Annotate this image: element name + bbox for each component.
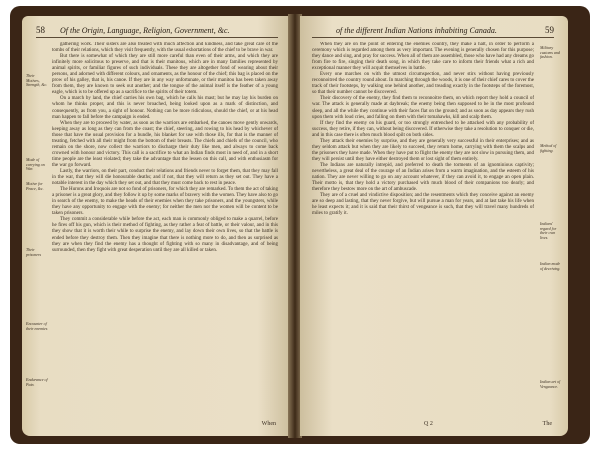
paragraph: On a march by land, the chief carries his own bag, which he calls his mast; but he may lay his burden on whom he thinks proper, and this is never broached, being looked upon as a mark of distinction, and consequently, as from you, a sight of honour. Nothing can be more ridiculous, should the chief, or at his head man happen to fall before the campaign is ended. <box>52 96 278 120</box>
side-note: Mode of carrying on War. <box>26 157 45 172</box>
catchword: The <box>542 421 552 427</box>
running-head: of the different Indian Nations inhabiting Canada. <box>336 26 497 35</box>
right-page <box>300 16 568 436</box>
body-text <box>52 42 278 418</box>
side-note: Endurance of Pain. <box>26 377 48 387</box>
paragraph: Their discovery of the enemy, they find them to reconnoitre them, on which report they hold a council of war. The attack is generally made at daybreak; the enemy being then supposed to be in the most profound sleep, and all the while they continue with their faces flat on the ground; and as soon as day appears they rush upon them with loud cries, and falling on them with their tomahawks, kill and scalp them. <box>312 96 534 120</box>
paragraph: When they are on the point of entering the enemies country, they make a halt, in order to perform a ceremony which is regarded among them as very important. The evening is generally chosen for this purpose; they dance and sing, and pray for success. When all of them are assembled, those who have had any dreams go from fire to fire, singing their death song, in which they take care to inform their friends what a rich and exceptional manner they will acquit themselves in battle. <box>312 42 534 72</box>
header-rule <box>312 37 554 38</box>
signature-mark: Q 2 <box>424 421 433 427</box>
side-note: Their prisoners <box>26 247 42 257</box>
catchword: When <box>261 421 276 427</box>
side-note: Indian art of Vengeance. <box>540 379 561 389</box>
page-number: 58 <box>36 25 45 35</box>
paragraph: The Hurons and Iroquois are not so fond of prisoners, for which they are remarked. To them the act of taking a prisoner is a great glory, and they follow it up by some marks of bravery with the women. They have also to go in search of the enemy, to make the heads of their enemies when they take prisoners, and the youngsters, while they have any opportunity to engage with the enemy; for neither the men nor the women will be content to be taken prisoners. <box>52 187 278 217</box>
side-note: Motive for Peace, &c. <box>26 181 44 191</box>
side-note: Indian mode of deceiving. <box>540 261 561 271</box>
paragraph: When they are to proceed by water, as soon as the warriors are embarked, the canoes move gently onwards, keeping away as long as they can from the coast; the chief, steering, and rowing to his head by whichever of those that have the usual provision for a bundle, his blanket for use with those ills, for that is the manner of treating, fetched with all their might from the bottom of their breasts. The chiefs and chiefs of the council, who remain on the shore, now collect the warriors to discharge their duty like men, and always to come back crowned with honour and victory. This call is a sacrifice to what an Indian finds most in need of, and in a short time people are the least violated; they take the advantage that the lessen on this call, and with enthusiasm for the war go forward. <box>52 120 278 168</box>
side-note: Encounter of their enemies <box>26 321 48 331</box>
paragraph: They are of a cruel and vindictive disposition; and the resentments which they conceive against an enemy are so deep and lasting, that they never forgive, but will pursue a man for years, and at last take his life when he least expects it; and it is said that their thirst of vengeance is such, that they will travel many hundreds of miles to gratify it. <box>312 193 534 217</box>
body-text <box>312 42 534 418</box>
paragraph: They commit a considerable while before the act, each man is commonly obliged to make a quarrel, before he fires off his gun, which is their method of fighting, as they rather a feat of battle, or their valour, and in this they show that it is worth their while to surprise the enemy, and lay down their own lives, so that the battle is ended before they destroy them. Then they imagine that there is nothing more to do, and then as surprised as they are when they find the enemy has a thought of fighting with so many in disadvantage, and of being surrounded, then they fight with great desperation until they are all killed or taken. <box>52 217 278 253</box>
paragraph: Every one marches on with the utmost circumspection, and never stirs without having previously reconnoitred the country round about. In marching through the woods, it is one of their chief cares to cover the track of their footsteps, by walking one behind another, and treading exactly in the footsteps of the foremost, so that their number cannot be discovered. <box>312 72 534 96</box>
side-note: Method of fighting. <box>540 143 557 153</box>
paragraph: gathering work. Their sisters are also treated with much affection and kindness, and take great care of the tombs of their relations, which they visit frequently, with the usual exhortations of the chief to be brave in war. <box>52 42 278 54</box>
side-note: Their Motives, Strength, &c. <box>26 73 48 88</box>
header-rule <box>36 37 278 38</box>
side-note: Military customs and fashion. <box>540 45 560 60</box>
paragraph: If they find the enemy on his guard, or too strongly entrenched to be attacked with any probability of success, they retire, if they can, without being discovered. If otherwise they take a resolution to conquer or die, and in this case there is often much blood spilt on both sides. <box>312 120 534 138</box>
running-head: Of the Origin, Language, Religion, Government, &c. <box>60 26 230 35</box>
paragraph: But there is somewhat of which they are still more careful than even of their arms, and which they are infinitely more solicitous to preserve, and that is their manitous, which are in many families represented by animal spirits, or familiar figures of such individuals. These they are altogether fond of wearing about their persons, and adorned with different colours, and ornaments, as the honour of the chief; this bag is placed on the prow of his galley, that is, his canoe. If they are in any way unfortunate, or their manitou has been taken away from them, they are known to seek out another; and the tongue of the animal itself is the feather of a young eagle, which is to be offered up as a sacrifice to the spirits of their totem. <box>52 54 278 96</box>
left-page <box>22 16 290 436</box>
page-number: 59 <box>545 25 554 35</box>
paragraph: Lastly, the warriors, on their part, conduct their relations and friends never to forget them, that they may fall in the war, that they will die honourable deaths; and if not, that they will return as they set out. They have a notable interest in the day which they set out, and that they must come back to rest in peace. <box>52 168 278 187</box>
paragraph: They attack their enemies by surprise, and they are generally very successful in their enterprises; and as they seldom attack but when they are likely to succeed, they return home, carrying with them the scalps and the prisoners they have made. When they have put to flight the enemy they are not slow in pursuing them, and they will persist until they have either destroyed them or lost sight of them entirely. <box>312 138 534 162</box>
paragraph: The Indians are naturally intrepid, and preferred to death the torments of an ignominious captivity; nevertheless, a great deal of the courage of an Indian arises from a warm imagination, and the esteem of his nation. They are never willing to go on any account whatever, if they can avoid it, to engage an open plain. Their motto is, that they hold a victory purchased with much blood of their companions too dearly; and therefore they bestow more on the art of ambuscade. <box>312 162 534 193</box>
side-note: Indians' regard for their own lives. <box>540 221 557 240</box>
